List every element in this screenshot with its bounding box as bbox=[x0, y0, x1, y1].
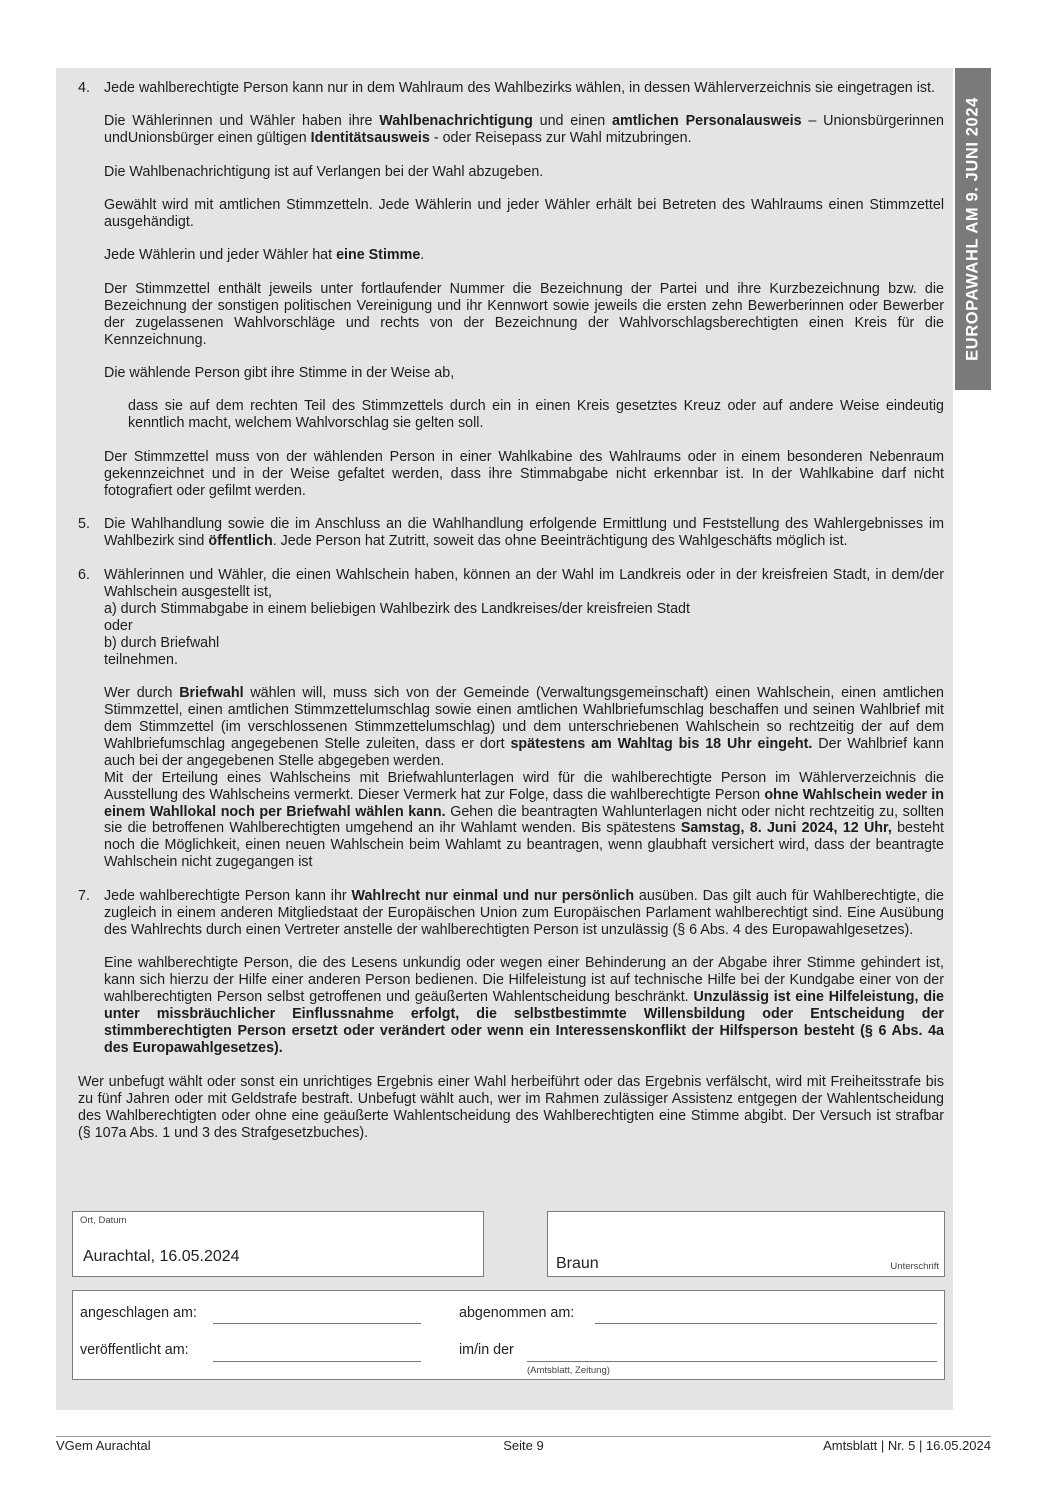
place-date-box bbox=[72, 1211, 484, 1277]
paragraph: Der Stimmzettel muss von der wählenden Person in einer Wahlkabine des Wahlraums oder in einem besonderen Nebenraum gekennzeichnet und in der Weise gefaltet werden, dass ihre Stimmabgabe nicht erkennbar ist. In der Wahlkabine darf nicht fotografiert oder gefilmt werden. bbox=[104, 448, 944, 499]
removed-on-line bbox=[595, 1323, 937, 1324]
removed-on-label: abgenommen am: bbox=[459, 1305, 575, 1321]
section-5 bbox=[78, 516, 944, 550]
signature-box bbox=[547, 1211, 945, 1277]
paragraph: Wählerinnen und Wähler, die einen Wahlschein haben, können an der Wahl im Landkreis oder in der kreisfreien Stadt, in dem/der Wahlschein ausgestellt ist, bbox=[104, 567, 944, 601]
side-tab-label: EUROPAWAHL AM 9. JUNI 2024 bbox=[963, 97, 982, 361]
place-date-label: Ort, Datum bbox=[80, 1215, 127, 1226]
section-4 bbox=[78, 80, 944, 499]
paragraph: Eine wahlberechtigte Person, die des Lesens unkundig oder wegen einer Behinderung an der Abgabe ihrer Stimme gehindert ist, kann sich hierzu der Hilfe einer anderen Person bedienen. Die Hilfeleistung ist auf technische Hilfe bei der Kundgabe einer von der wahlberechtigten Person selbst getroffenen und geäußerten Wahlentscheidung beschränkt. Unzulässig ist eine Hilfeleistung, die unter missbräuchlicher Einflussnahme erfolgt, die selbstbestimmte Willensbildung oder Entscheidung der stimmberechtigten Person ersetzt oder verändert oder wenn ein Interessenskonflikt der Hilfsperson besteht (§ 6 Abs. 4a des Europawahlgesetzes). bbox=[104, 955, 945, 1056]
published-on-label: veröffentlicht am: bbox=[80, 1342, 189, 1358]
paragraph: Wer durch Briefwahl wählen will, muss sich von der Gemeinde (Verwaltungsgemeinschaft) einen Wahlschein, einen amtlichen Stimmzettel, einen amtlichen Stimmzettelumschlag sowie einen amtlichen Wahlbriefumschlag beschaffen und seinen Wahlbrief mit dem Stimmzettel (im verschlossenen Stimmzettelumschlag) und dem unterschriebenen Wahlschein so rechtzeitig der auf dem Wahlbriefumschlag angegebenen Stelle zuleiten, dass er dort spätestens am Wahltag bis 18 Uhr eingeht. Der Wahlbrief kann auch bei der angegebenen Stelle abgegeben werden. bbox=[104, 685, 945, 769]
paragraph: Jede Wählerin und jeder Wähler hat eine Stimme. bbox=[104, 247, 425, 264]
paragraph: Jede wahlberechtigte Person kann nur in dem Wahlraum des Wahlbezirks wählen, in dessen Wählerverzeichnis sie eingetragen ist. bbox=[104, 80, 935, 96]
footer-left: VGem Aurachtal bbox=[56, 1438, 151, 1453]
paragraph: Jede wahlberechtigte Person kann ihr Wahlrecht nur einmal und nur persönlich ausüben. Das gilt auch für Wahlberechtigte, die zugleich in einem anderen Mitgliedstaat der Europäischen Union zum Europäischen Parlament wahlberechtigt sind. Eine Ausübung des Wahlrechts durch einen Vertreter anstelle der wahlberechtigten Person ist unzulässig (§ 6 Abs. 4 des Europawahlgesetzes). bbox=[104, 888, 944, 938]
list-item: a) durch Stimmabgabe in einem beliebigen Wahlbezirk des Landkreises/der kreisfreien Stadt bbox=[104, 601, 690, 618]
side-tab bbox=[955, 68, 991, 390]
published-on-line bbox=[213, 1361, 421, 1362]
paragraph: Mit der Erteilung eines Wahlscheins mit Briefwahlunterlagen wird für die wahlberechtigte Person im Wählerverzeichnis die Ausstellung des Wahlscheins vermerkt. Dieser Vermerk hat zur Folge, dass die wahlberechtigte Person ohne Wahlschein weder in einem Wahllokal noch per Briefwahl wählen kann. Gehen die beantragten Wahlunterlagen nicht oder nicht rechtzeitig zu, sollten sie die betroffenen Wahlberechtigten umgehend an ihr Wahlamt wenden. Bis spätestens Samstag, 8. Juni 2024, 12 Uhr, besteht noch die Möglichkeit, einen neuen Wahlschein beim Wahlamt zu beantragen, wenn glaubhaft versichert wird, dass der beantragte Wahlschein nicht zugegangen ist bbox=[104, 769, 945, 871]
paragraph: Der Stimmzettel enthält jeweils unter fortlaufender Nummer die Bezeichnung der Partei und ihre Kurzbezeichnung bzw. die Bezeichnung der sonstigen politischen Vereinigung und ihr Kennwort sowie jeweils die ersten zehn Bewerberinnen oder Bewerber der zugelassenen Wahlvorschläge und rechts von der Bezeichnung der Wahlvorschlagsberechtigten einen Kreis für die Kennzeichnung. bbox=[104, 280, 944, 348]
notice-body bbox=[78, 80, 944, 1158]
page-number: Seite 9 bbox=[503, 1438, 544, 1453]
paragraph: Die wählende Person gibt ihre Stimme in der Weise ab, bbox=[104, 364, 455, 381]
list-item: oder bbox=[104, 617, 133, 634]
paragraph: Die Wählerinnen und Wähler haben ihre Wahlbenachrichtigung und einen amtlichen Personalausweis – Unionsbürgerinnen undUnionsbürger einen gültigen Identitätsausweis - oder Reisepass zur Wahl mitzubringen. bbox=[104, 113, 944, 147]
page-footer bbox=[56, 1436, 991, 1455]
published-in-label: im/in der bbox=[459, 1342, 514, 1358]
section-number: 6. bbox=[78, 567, 90, 584]
footer-right: Amtsblatt | Nr. 5 | 16.05.2024 bbox=[823, 1438, 991, 1453]
posting-notes-box bbox=[72, 1290, 945, 1380]
published-in-line bbox=[527, 1361, 937, 1362]
posted-on-label: angeschlagen am: bbox=[80, 1305, 197, 1321]
amtsblatt-note: (Amtsblatt, Zeitung) bbox=[527, 1365, 610, 1376]
paragraph: Die Wahlbenachrichtigung ist auf Verlangen bei der Wahl abzugeben. bbox=[104, 163, 544, 180]
section-number: 5. bbox=[78, 516, 90, 533]
list-item: teilnehmen. bbox=[104, 651, 178, 668]
section-number: 7. bbox=[78, 888, 90, 905]
paragraph: Gewählt wird mit amtlichen Stimmzetteln. Jede Wählerin und jeder Wähler erhält bei Betreten des Wahlraums einen Stimmzettel ausgehändigt. bbox=[104, 197, 944, 231]
posted-on-line bbox=[213, 1323, 421, 1324]
list-item: b) durch Briefwahl bbox=[104, 634, 220, 651]
signature-label: Unterschrift bbox=[890, 1261, 939, 1272]
paragraph: Die Wahlhandlung sowie die im Anschluss an die Wahlhandlung erfolgende Ermittlung und Feststellung des Wahlergebnisses im Wahlbezirk sind öffentlich. Jede Person hat Zutritt, soweit das ohne Beeinträchtigung des Wahlgeschäfts möglich ist. bbox=[104, 516, 944, 550]
paragraph: dass sie auf dem rechten Teil des Stimmzettels durch ein in einen Kreis gesetztes Kreuz oder auf andere Weise eindeutig kenntlich macht, welchem Wahlvorschlag sie gelten soll. bbox=[128, 398, 944, 432]
section-6 bbox=[78, 567, 944, 871]
place-date-value: Aurachtal, 16.05.2024 bbox=[83, 1248, 240, 1265]
signature-value: Braun bbox=[556, 1255, 599, 1272]
section-7 bbox=[78, 888, 944, 1057]
penalty-warning: Wer unbefugt wählt oder sonst ein unrichtiges Ergebnis einer Wahl herbeiführt oder das Ergebnis verfälscht, wird mit Freiheitsstrafe bis zu fünf Jahren oder mit Geldstrafe bestraft. Unbefugt wählt auch, wer im Rahmen zulässiger Assistenz entgegen der Wahlentscheidung des Wahlberechtigten oder ohne eine geäußerte Wahlentscheidung des Wahlberechtigten eine Stimme abgibt. Der Versuch ist strafbar (§ 107a Abs. 1 und 3 des Strafgesetzbuches). bbox=[78, 1073, 944, 1141]
section-number: 4. bbox=[78, 80, 90, 96]
